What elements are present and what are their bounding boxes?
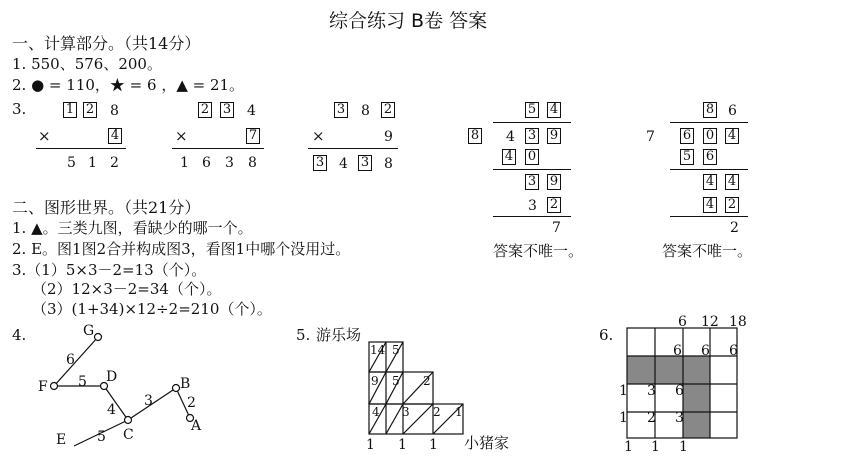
grid-top-value: 12 <box>701 314 719 330</box>
page-title: 综合练习 B卷 答案 <box>329 10 488 32</box>
digit-box: 5 <box>680 149 694 165</box>
grid-bottom-value: 1 <box>624 439 633 455</box>
digit-box: 4 <box>108 128 122 144</box>
divisor: 7 <box>646 129 655 145</box>
sec2-q2: 2. E。图1图2合并构成图3，看图1中哪个没用过。 <box>12 240 351 258</box>
answer-note: 答案不唯一。 <box>662 242 753 260</box>
grid-cell-value: 2 <box>423 374 431 388</box>
q6-num: 6. <box>599 326 614 344</box>
digit-box: 4 <box>725 128 739 144</box>
node-e-label: E <box>56 432 67 448</box>
digit-box: 2 <box>83 102 97 118</box>
digit: 2 <box>110 155 119 171</box>
weight-ec: 5 <box>97 429 106 445</box>
digit-box: 4 <box>703 174 717 190</box>
section1-heading: 一、计算部分。（共14分） <box>12 34 201 53</box>
digit: 6 <box>728 103 737 119</box>
grid-cell-value: 9 <box>371 374 379 388</box>
grid-cell-value: 6 <box>701 343 710 359</box>
digit-box: 0 <box>703 128 717 144</box>
weight-fg: 6 <box>66 352 75 368</box>
digit: 1 <box>180 155 189 171</box>
digit-box: 4 <box>725 174 739 190</box>
grid-cell-value: 2 <box>433 405 441 419</box>
remainder: 2 <box>730 220 739 236</box>
digit-box: 3 <box>525 128 539 144</box>
q4-num: 4. <box>12 326 27 344</box>
digit-box: 3 <box>313 155 327 171</box>
q5-end-label: 小猪家 <box>464 434 510 452</box>
digit-box: 0 <box>525 149 539 165</box>
digit-box: 2 <box>381 102 395 118</box>
digit: 1 <box>88 155 97 171</box>
digit: 8 <box>248 155 257 171</box>
digit-box: 9 <box>547 128 561 144</box>
digit: 4 <box>339 156 348 172</box>
grid-top-value: 6 <box>678 314 687 330</box>
node-b-label: B <box>180 376 191 392</box>
grid-cell-value: 3 <box>402 405 410 419</box>
digit-box: 7 <box>246 128 260 144</box>
grid-bottom-value: 1 <box>429 437 438 453</box>
grid-bottom-value: 1 <box>366 437 375 453</box>
node-g-label: G <box>83 323 95 339</box>
grid-cell-value: 6 <box>729 343 738 359</box>
digit: 3 <box>225 155 234 171</box>
digit-box: 3 <box>358 155 372 171</box>
digit: 9 <box>384 129 393 145</box>
weight-cb: 3 <box>144 393 153 409</box>
node-c-label: C <box>123 427 134 443</box>
sec2-q3b: （2）12×3－2=34（个）。 <box>32 280 222 298</box>
digit-box: 5 <box>525 102 539 118</box>
weight-ba: 2 <box>187 395 196 411</box>
digit-box: 6 <box>680 128 694 144</box>
grid-cell-value: 5 <box>392 374 400 388</box>
digit: 5 <box>67 155 76 171</box>
grid-bottom-value: 1 <box>651 439 660 455</box>
digit-box: 1 <box>63 102 77 118</box>
grid-cell-value: 1 <box>619 383 628 399</box>
digit: 8 <box>110 103 119 119</box>
grid-cell-value: 3 <box>675 410 684 426</box>
digit: 8 <box>361 103 370 119</box>
section2-heading: 二、图形世界。（共21分） <box>12 198 201 217</box>
digit: 6 <box>202 155 211 171</box>
digit-box: 2 <box>198 102 212 118</box>
q5-num: 5. <box>296 326 311 344</box>
sec1-q2: 2. ● = 110，★ = 6 ，▲ = 21。 <box>12 76 245 94</box>
weight-dc: 4 <box>107 402 116 418</box>
grid-cell-value: 14 <box>370 343 386 357</box>
node-f-label: F <box>38 379 48 395</box>
digit: 3 <box>528 198 537 214</box>
grid-cell-value: 2 <box>647 410 656 426</box>
digit-box: 6 <box>703 149 717 165</box>
times-sign: × <box>312 127 325 145</box>
sec2-q3a: 3.（1）5×3－2=13（个）。 <box>12 261 207 279</box>
digit-box: 3 <box>525 174 539 190</box>
sec2-q1: 1. ▲。三类九图，看缺少的哪一个。 <box>12 219 253 237</box>
weight-fd: 5 <box>78 374 87 390</box>
digit: 4 <box>247 103 256 119</box>
digit-box: 8 <box>703 102 717 118</box>
grid-bottom-value: 1 <box>679 439 688 455</box>
node-d-label: D <box>106 369 118 385</box>
answer-note: 答案不唯一。 <box>493 242 584 260</box>
digit-box: 3 <box>334 102 348 118</box>
grid-cell-value: 1 <box>619 410 628 426</box>
digit-box: 9 <box>547 174 561 190</box>
q5-start-label: 游乐场 <box>316 326 362 344</box>
digit-box: 8 <box>468 128 482 144</box>
digit-box: 3 <box>220 102 234 118</box>
grid-cell-value: 6 <box>673 343 682 359</box>
grid-cell-value: 3 <box>647 383 656 399</box>
node-a-label: A <box>191 418 202 434</box>
digit-box: 4 <box>502 149 516 165</box>
remainder: 7 <box>552 220 561 236</box>
grid-cell-value: 1 <box>455 405 463 419</box>
grid-cell-value: 6 <box>675 383 684 399</box>
sec1-q1: 1. 550、576、200。 <box>12 55 162 73</box>
times-sign: × <box>38 127 51 145</box>
digit: 8 <box>384 156 393 172</box>
grid-bottom-value: 1 <box>398 437 407 453</box>
digit-box: 2 <box>547 197 561 213</box>
digit: 4 <box>506 129 515 145</box>
digit-box: 4 <box>547 102 561 118</box>
grid-cell-value: 4 <box>372 405 380 419</box>
grid-cell-value: 5 <box>392 343 400 357</box>
times-sign: × <box>175 127 188 145</box>
sec1-q3-num: 3. <box>12 100 27 118</box>
digit-box: 4 <box>703 197 717 213</box>
sec2-q3c: （3）(1+34)×12÷2=210（个）。 <box>32 300 272 318</box>
digit-box: 2 <box>725 197 739 213</box>
grid-top-value: 18 <box>729 314 747 330</box>
